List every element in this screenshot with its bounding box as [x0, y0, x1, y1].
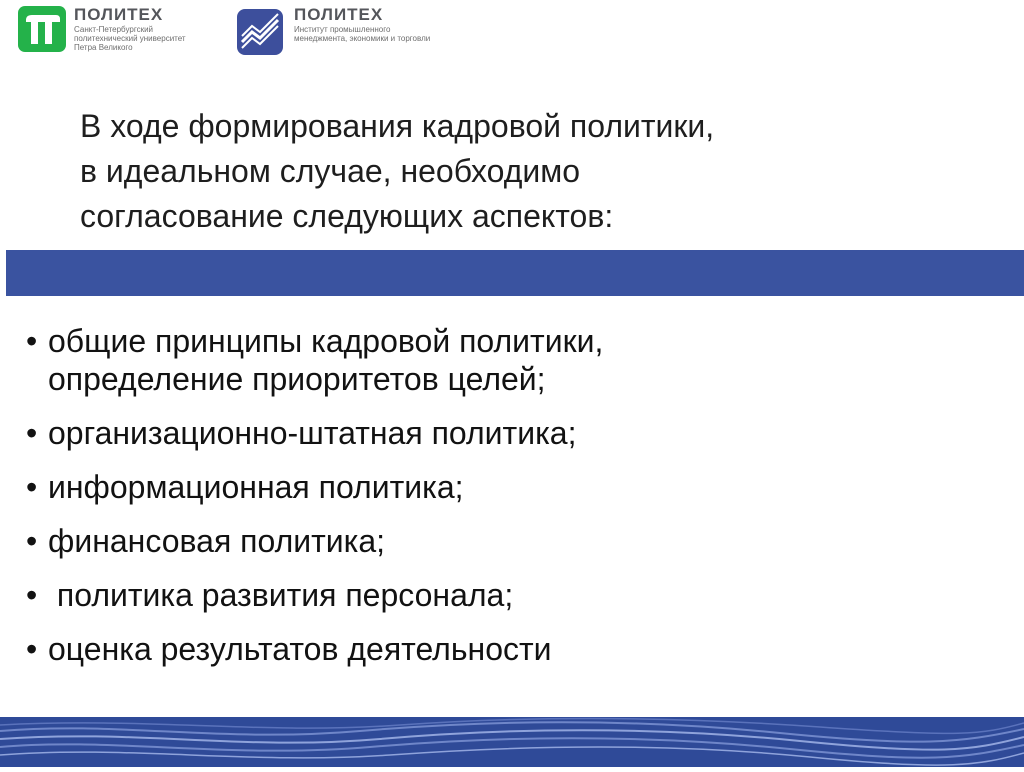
heading-line: согласование следующих аспектов:	[80, 198, 614, 234]
bullet-marker: •	[26, 577, 38, 613]
bullet-marker: •	[26, 631, 38, 667]
polytech-logo	[18, 6, 186, 52]
bottom-wave-decoration	[0, 717, 1024, 767]
heading-line: в идеальном случае, необходимо	[80, 153, 581, 189]
list-item	[26, 468, 1016, 506]
logo-title: ПОЛИТЕХ	[294, 5, 384, 24]
institute-chart-logo-icon	[234, 6, 286, 58]
list-item-text: определение приоритетов целей;	[48, 361, 546, 397]
bullet-marker: •	[26, 323, 38, 359]
logo-subtitle-line: Петра Великого	[74, 43, 133, 52]
institute-logo	[234, 6, 430, 58]
aspects-list	[26, 322, 1016, 684]
logo-title: ПОЛИТЕХ	[74, 5, 164, 24]
heading-line: В ходе формирования кадровой политики,	[80, 108, 715, 144]
list-item-text: оценка результатов деятельности	[48, 631, 552, 667]
list-item	[26, 414, 1016, 452]
list-item	[26, 576, 1016, 614]
list-item-text: информационная политика;	[48, 469, 464, 505]
bullet-marker: •	[26, 469, 38, 505]
list-item-text: финансовая политика;	[48, 523, 386, 559]
logo-subtitle-line: политехнический университет	[74, 34, 186, 43]
list-item	[26, 322, 1016, 398]
list-item	[26, 522, 1016, 560]
logo-subtitle-line: менеджмента, экономики и торговли	[294, 34, 431, 43]
bullet-marker: •	[26, 523, 38, 559]
bullet-marker: •	[26, 415, 38, 451]
polytech-pi-logo-icon	[18, 6, 66, 52]
list-item	[26, 630, 1016, 668]
list-item-text: общие принципы кадровой политики,	[48, 323, 604, 359]
logo-subtitle-line: Институт промышленного	[294, 25, 391, 34]
list-item-text: организационно-штатная политика;	[48, 415, 577, 451]
logo-subtitle-line: Санкт-Петербургский	[74, 25, 154, 34]
slide-heading	[80, 104, 960, 239]
list-item-text: политика развития персонала;	[48, 577, 514, 613]
blue-divider-band	[6, 250, 1024, 296]
